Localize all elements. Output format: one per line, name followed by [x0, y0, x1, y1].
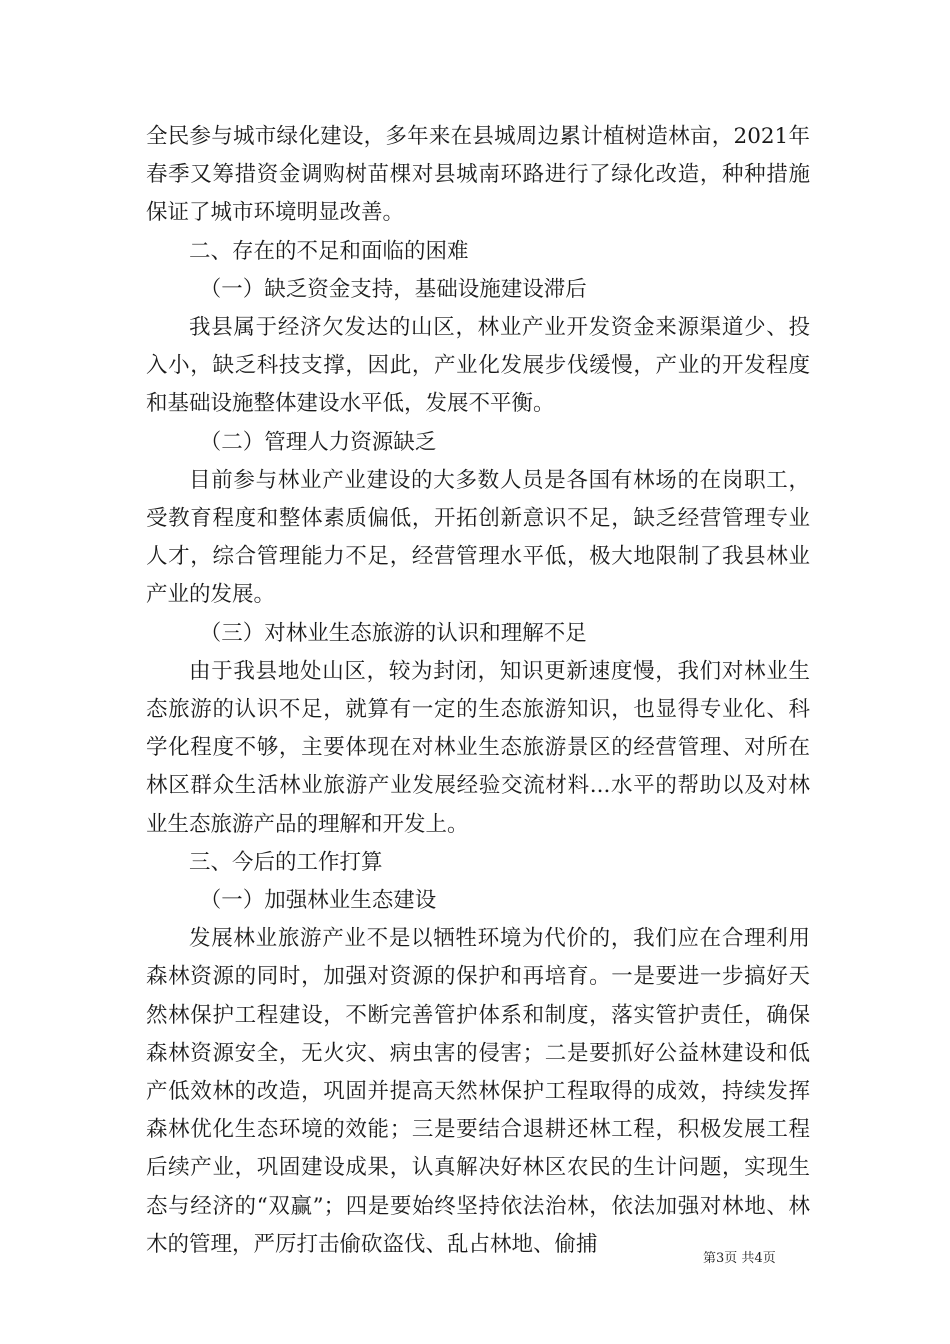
subsection-heading-2-2: （二）管理人力资源缺乏 [199, 429, 437, 455]
paragraph: 我县属于经济欠发达的山区，林业产业开发资金来源渠道少、投入小，缺乏科技支撑，因此，产业化发展步伐缓慢，产业的开发程度和基础设施整体建设水平低，发展不平衡。 [146, 315, 810, 417]
footer-suffix: 页 [762, 1251, 776, 1266]
subsection-heading-3-1: （一）加强林业生态建设 [199, 888, 437, 914]
paragraph: 由于我县地处山区，较为封闭，知识更新速度慢，我们对林业生态旅游的认识不足，就算有一定的生态旅游知识，也显得专业化、科学化程度不够，主要体现在对林业生态旅游景区的经营管理、对所在林区群众生活林业旅游产业发展经验交流材料...水平的帮助以及对林业生态旅游产品的理解和开发上。 [146, 658, 810, 837]
paragraph: 目前参与林业产业建设的大多数人员是各国有林场的在岗职工，受教育程度和整体素质偏低，开拓创新意识不足，缺乏经营管理专业人才，综合管理能力不足，经营管理水平低，极大地限制了我县林业产业的发展。 [146, 467, 810, 608]
page-footer [703, 1247, 823, 1266]
document-body [146, 118, 810, 1264]
total-page-number: 4 [754, 1251, 763, 1266]
footer-middle: 页 共 [724, 1251, 755, 1266]
paragraph-continuation: 全民参与城市绿化建设，多年来在县城周边累计植树造林亩，2021年春季又筹措资金调购树苗棵对县城南环路进行了绿化改造，种种措施保证了城市环境明显改善。 [146, 124, 810, 226]
paragraph: 发展林业旅游产业不是以牺牲环境为代价的，我们应在合理利用森林资源的同时，加强对资源的保护和再培育。一是要进一步搞好天然林保护工程建设，不断完善管护体系和制度，落实管护责任，确保森林资源安全，无火灾、病虫害的侵害；二是要抓好公益林建设和低产低效林的改造，巩固并提高天然林保护工程取得的成效，持续发挥森林优化生态环境的效能；三是要结合退耕还林工程，积极发展工程后续产业，巩固建设成果，认真解决好林区农民的生计问题，实现生态与经济的“双赢”；四是要始终坚持依法治林，依法加强对林地、林木的管理，严厉打击偷砍盗伐、乱占林地、偷捕 [146, 926, 810, 1257]
subsection-heading-2-3: （三）对林业生态旅游的认识和理解不足 [199, 620, 587, 646]
subsection-heading-2-1: （一）缺乏资金支持，基础设施建设滞后 [199, 276, 587, 302]
current-page-number: 3 [716, 1251, 725, 1266]
section-heading-3: 三、今后的工作打算 [189, 849, 383, 875]
footer-prefix: 第 [703, 1251, 717, 1266]
section-heading-2: 二、存在的不足和面临的困难 [189, 238, 469, 264]
